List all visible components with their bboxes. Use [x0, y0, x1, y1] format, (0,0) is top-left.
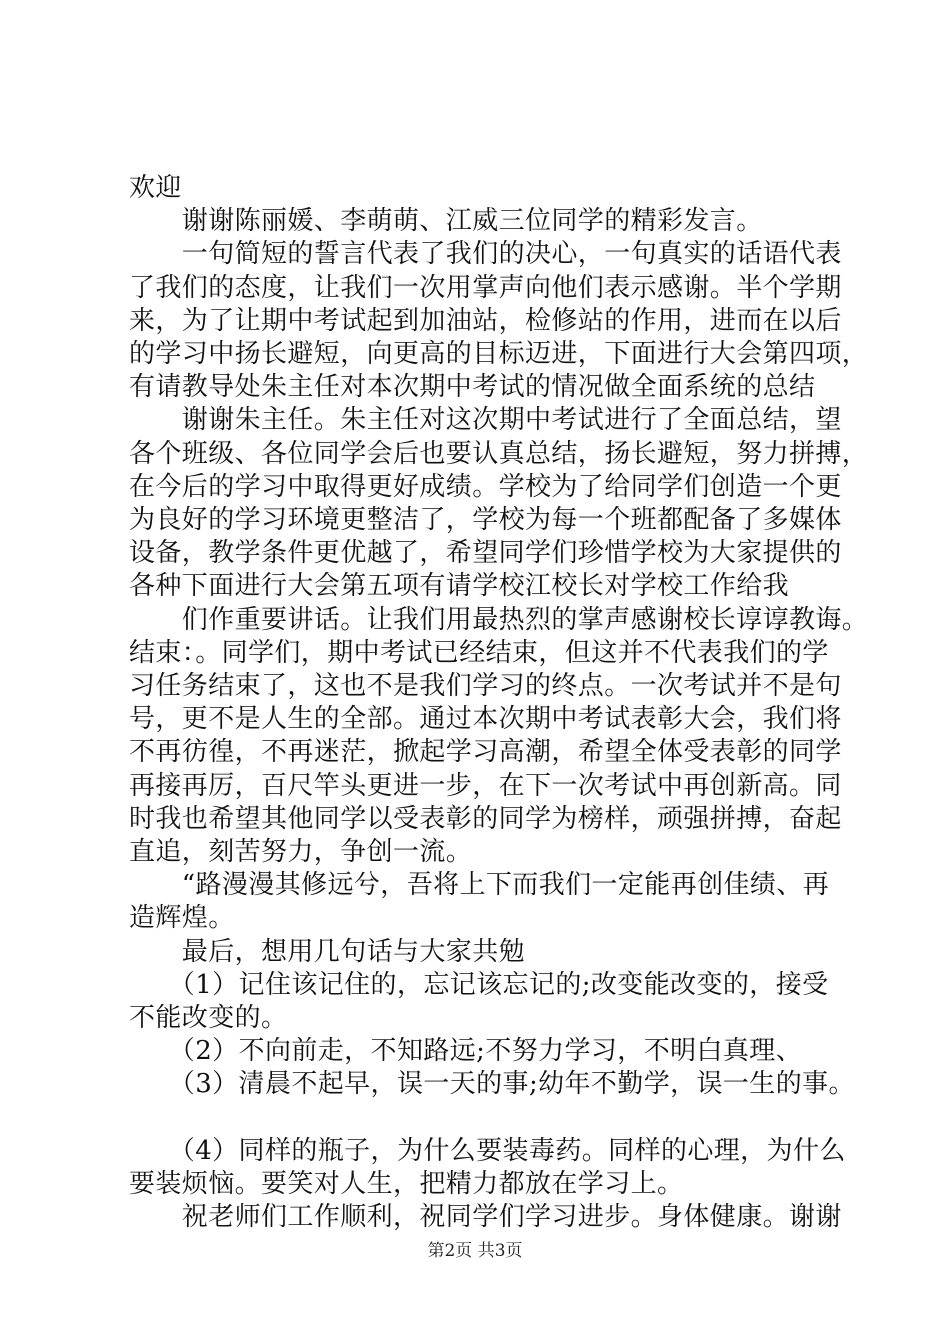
text-line: 要装烦恼。要笑对人生，把精力都放在学习上。	[129, 1169, 684, 1200]
text-line: “路漫漫其修远兮，吾将上下而我们一定能再创佳绩、再	[129, 870, 830, 901]
text-line: 再接再厉，百尺竿头更进一步，在下一次考试中再创新高。同	[129, 770, 842, 801]
document-body	[129, 172, 869, 1234]
text-line: 在今后的学习中取得更好成绩。学校为了给同学们创造一个更	[129, 471, 842, 502]
text-line: 习任务结束了，这也不是我们学习的终点。一次考试并不是句	[129, 671, 842, 702]
text-line: 一句简短的誓言代表了我们的决心，一句真实的话语代表	[129, 239, 842, 270]
text-line: 祝老师们工作顺利，祝同学们学习进步。身体健康。谢谢	[129, 1202, 842, 1233]
text-line: （2）不向前走，不知路远;不努力学习，不明白真理、	[129, 1036, 803, 1067]
text-line: 谢谢朱主任。朱主任对这次期中考试进行了全面总结，望	[129, 405, 842, 436]
text-line: 设备，教学条件更优越了，希望同学们珍惜学校为大家提供的	[129, 538, 842, 569]
text-line: （4）同样的瓶子，为什么要装毒药。同样的心理，为什么	[129, 1135, 846, 1166]
text-line: 号，更不是人生的全部。通过本次期中考试表彰大会，我们将	[129, 704, 842, 735]
text-line: 最后，想用几句话与大家共勉	[129, 936, 526, 967]
text-line: 们作重要讲话。让我们用最热烈的掌声感谢校长谆谆教诲。	[129, 604, 869, 635]
text-line: 不再彷徨，不再迷茫，掀起学习高潮，希望全体受表彰的同学	[129, 737, 842, 768]
text-line: 各个班级、各位同学会后也要认真总结，扬长避短，努力拼搏，	[129, 438, 869, 469]
text-line: 时我也希望其他同学以受表彰的同学为榜样，顽强拼搏，奋起	[129, 803, 842, 834]
text-line: （1）记住该记住的，忘记该忘记的;改变能改变的，接受	[129, 969, 829, 1000]
text-line: 有请教导处朱主任对本次期中考试的情况做全面系统的总结	[129, 372, 816, 403]
text-line: 了我们的态度，让我们一次用掌声向他们表示感谢。半个学期	[129, 272, 842, 303]
text-line: 来，为了让期中考试起到加油站，检修站的作用，进而在以后	[129, 305, 842, 336]
text-line: 各种下面进行大会第五项有请学校江校长对学校工作给我	[129, 571, 790, 602]
text-line: 谢谢陈丽媛、李萌萌、江威三位同学的精彩发言。	[129, 206, 763, 237]
page-number-label: 第2页 共3页	[427, 1241, 523, 1261]
text-line: （3）清晨不起早，误一天的事;幼年不勤学，误一生的事。	[129, 1069, 855, 1100]
blank-line	[129, 1102, 854, 1135]
text-line: 直追，刻苦努力，争创一流。	[129, 837, 473, 868]
text-line: 造辉煌。	[129, 903, 235, 934]
page-footer	[0, 1240, 950, 1262]
text-line: 为良好的学习环境更整洁了，学校为每一个班都配备了多媒体	[129, 505, 842, 536]
text-line: 结束：。同学们，期中考试已经结束，但这并不代表我们的学	[129, 637, 829, 668]
text-line: 的学习中扬长避短，向更高的目标迈进，下面进行大会第四项，	[129, 339, 869, 370]
text-line: 欢迎	[129, 173, 182, 203]
text-line: 不能改变的。	[129, 1003, 288, 1034]
